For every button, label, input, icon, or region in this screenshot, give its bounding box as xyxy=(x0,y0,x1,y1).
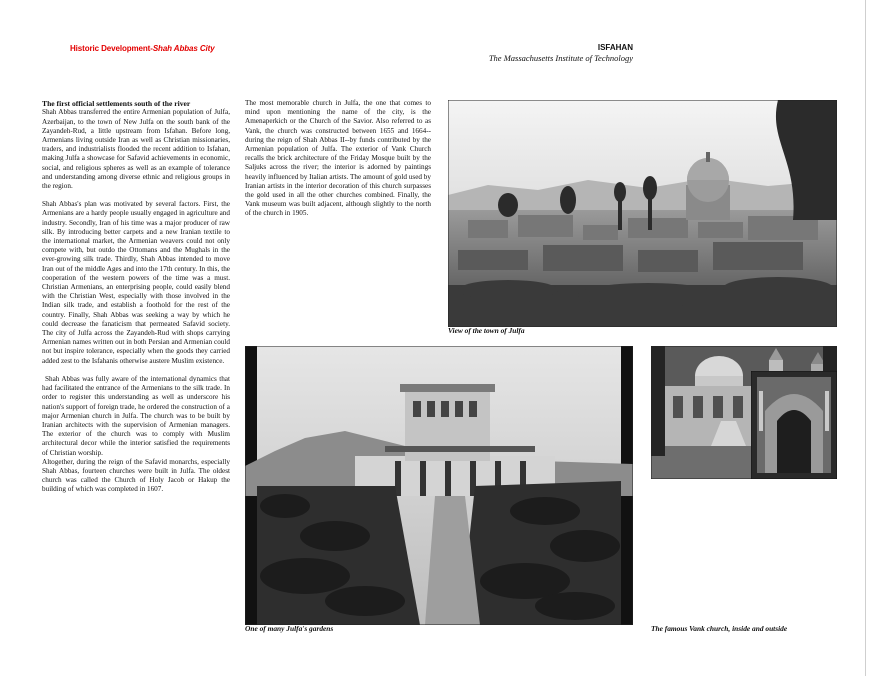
text-column-1 xyxy=(42,99,230,495)
julfa-garden-photo xyxy=(245,346,633,625)
column1-paragraph-1: Shah Abbas transferred the entire Armenian population of Julfa, Azerbaijan, to the town of New Julfa on the south bank of the Zayandeh-Rud, a little upstream from Isfahan. Before long, Armenians living outside Iran as well as Christian missionaries, traders, and industrialists flooded the recent addition to Isfahan, making Julfa a showcase for Safavid achievements in economic, social, and religious spheres as well as an example of tolerance and understanding among diverse ethnic and religious groups in the region. xyxy=(42,108,230,191)
column1-paragraph-3: Shah Abbas was fully aware of the international dynamics that had facilitated the entrance of the Armenians to the silk trade. In order to register this understanding as well as underscore his nation's support of foreign trade, he ordered the construction of a major Armenian church in Julfa. The church was to be built by Iranian architects with the supervision of Armenian managers. The exterior of the church was to comply with Muslim architectural decor while the interior satisfied the requirements of Christian worship. xyxy=(42,374,230,457)
institution-title: The Massachusetts Institute of Technology xyxy=(488,53,633,63)
caption-town-view: View of the town of Julfa xyxy=(448,326,525,335)
text-column-2 xyxy=(245,99,431,219)
section-title: Historic Development-Shah Abbas City xyxy=(70,44,215,53)
page-edge-rule xyxy=(865,0,866,676)
column2-paragraph-1: The most memorable church in Julfa, the one that comes to mind upon mentioning the name of the city, is the Amenaperkich or the Church of the Savior. Also referred to as Vank, the church was constructed between 1655 and 1664--during the reign of Shah Abbas II--by funds contributed by the Armenian population of Julfa. The exterior of Vank Church recalls the brick architecture of the Friday Mosque built by the Saljuks across the river; the interior is adorned by paintings heavily influenced by Italian artists. The amount of gold used by Iranian artists in the interior decoration of this church surpasses the gold used in all the other churches combined. Finally, the Vank museum was built adjacent, although slightly to the north of the church in 1905. xyxy=(245,99,431,218)
vank-church-interior-photo xyxy=(751,371,837,479)
column1-paragraph-2: Shah Abbas's plan was motivated by several factors. First, the Armenians are a hardy people usually engaged in agriculture and industry. Secondly, Iran of his time was a major producer of raw silk. By introducing better carpets and a new Iranian textile to the international market, the Armenian weavers could not only compete with, but outdo the Ottomans and the Mughals in the ever-growing silk trade. Thirdly, Shah Abbas intended to move Iran out of the middle Ages and into the 17th century. In this, the cooperation of the western powers of the time was a must. Christian Armenians, an enterprising people, could easily blend with the Christian West, especially with those involved in the Indian silk trade, and establish a foothold for the rest of the country. Finally, Shah Abbas was seeking a way by which he could decrease the fanaticism that permeated Safavid society. The city of Julfa across the Zayandeh-Rud with shops carrying Armenian names written out in both Persian and Armenian could not but inspire tolerance, especially when the goods they carried added zest to the Isfahanis otherwise austere Muslim existence. xyxy=(42,200,230,365)
julfa-town-photo xyxy=(448,100,837,327)
column1-paragraph-4: Altogether, during the reign of the Safavid monarchs, especially Shah Abbas, fourteen churches were built in Julfa. The oldest church was called the Church of Holy Jacob or Hakup the building of which was completed in 1607. xyxy=(42,457,230,494)
caption-gardens: One of many Julfa's gardens xyxy=(245,624,334,633)
column1-heading: The first official settlements south of the river xyxy=(42,99,191,108)
caption-vank: The famous Vank church, inside and outside xyxy=(651,624,788,633)
city-title: ISFAHAN xyxy=(597,43,633,52)
